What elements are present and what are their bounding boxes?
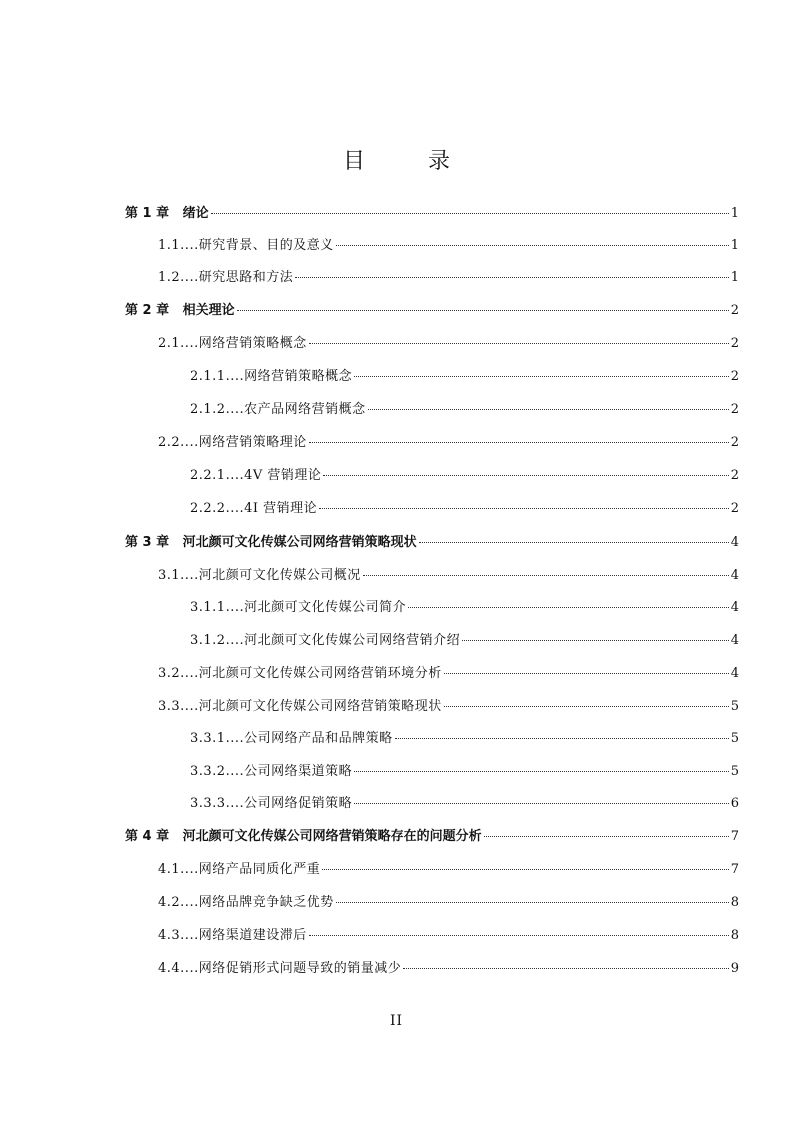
toc-section-entry[interactable] xyxy=(190,760,739,782)
toc-section-entry[interactable] xyxy=(158,695,739,717)
toc-entry-page: 7 xyxy=(730,862,739,877)
dot-leader xyxy=(363,575,729,576)
toc-section-entry[interactable] xyxy=(158,332,739,354)
toc-section-entry[interactable] xyxy=(190,792,739,814)
dot-leader xyxy=(484,836,729,837)
dot-leader xyxy=(319,508,729,509)
dot-leader xyxy=(336,902,729,903)
dot-leader xyxy=(322,869,729,870)
toc-entry-page: 4 xyxy=(730,600,739,615)
toc-entry-page: 4 xyxy=(730,568,739,583)
toc-section-entry[interactable] xyxy=(190,464,739,486)
toc-section-entry[interactable] xyxy=(158,564,739,586)
toc-entry-label: 第 4 章 河北颜可文化传媒公司网络营销策略存在的问题分析 xyxy=(125,829,482,844)
toc-entry-page: 7 xyxy=(730,829,739,844)
dot-leader xyxy=(444,673,729,674)
toc-entry-page: 1 xyxy=(730,238,739,253)
toc-section-entry[interactable] xyxy=(158,891,739,913)
toc-entry-label: 3.3.2....公司网络渠道策略 xyxy=(190,764,353,779)
toc-section-entry[interactable] xyxy=(190,398,739,420)
toc-entry-label: 2.1.2....农产品网络营销概念 xyxy=(190,402,366,417)
dot-leader xyxy=(419,542,729,543)
toc-entry-page: 2 xyxy=(730,501,739,516)
toc-entry-page: 5 xyxy=(730,699,739,714)
dot-leader xyxy=(462,640,729,641)
toc-section-entry[interactable] xyxy=(190,629,739,651)
toc-entry-page: 2 xyxy=(730,369,739,384)
dot-leader xyxy=(354,376,729,377)
toc-entry-page: 9 xyxy=(730,961,739,976)
toc-entry-label: 4.4....网络促销形式问题导致的销量减少 xyxy=(158,961,402,976)
toc-entry-label: 3.3.1....公司网络产品和品牌策略 xyxy=(190,731,393,746)
dot-leader xyxy=(309,935,729,936)
toc-entry-label: 第 1 章 绪论 xyxy=(125,206,209,221)
toc-entry-page: 1 xyxy=(730,270,739,285)
toc-chapter-entry[interactable] xyxy=(125,825,739,847)
toc-entry-page: 2 xyxy=(730,336,739,351)
toc-entry-label: 1.1....研究背景、目的及意义 xyxy=(158,238,334,253)
toc-entry-page: 4 xyxy=(730,633,739,648)
toc-chapter-entry[interactable] xyxy=(125,202,739,224)
toc-entry-page: 8 xyxy=(730,895,739,910)
dot-leader xyxy=(295,277,729,278)
dot-leader xyxy=(354,771,729,772)
toc-section-entry[interactable] xyxy=(158,957,739,979)
toc-entry-page: 5 xyxy=(730,764,739,779)
toc-section-entry[interactable] xyxy=(158,924,739,946)
dot-leader xyxy=(336,245,729,246)
toc-section-entry[interactable] xyxy=(190,365,739,387)
toc-entry-page: 2 xyxy=(730,435,739,450)
toc-entry-page: 2 xyxy=(730,303,739,318)
toc-entry-label: 4.3....网络渠道建设滞后 xyxy=(158,928,307,943)
toc-entry-label: 3.1.1....河北颜可文化传媒公司简介 xyxy=(190,600,407,615)
toc-entry-label: 2.1.1....网络营销策略概念 xyxy=(190,369,353,384)
toc-entry-label: 2.2.2....4I 营销理论 xyxy=(190,501,318,516)
toc-section-entry[interactable] xyxy=(158,266,739,288)
toc-section-entry[interactable] xyxy=(190,727,739,749)
toc-entry-label: 3.2....河北颜可文化传媒公司网络营销环境分析 xyxy=(158,666,442,681)
toc-entry-page: 5 xyxy=(730,731,739,746)
dot-leader xyxy=(237,310,729,311)
dot-leader xyxy=(309,343,729,344)
toc-section-entry[interactable] xyxy=(158,858,739,880)
toc-section-entry[interactable] xyxy=(190,497,739,519)
dot-leader xyxy=(323,475,728,476)
toc-section-entry[interactable] xyxy=(158,662,739,684)
dot-leader xyxy=(408,607,729,608)
toc-entry-label: 4.1....网络产品同质化严重 xyxy=(158,862,321,877)
toc-entry-label: 第 2 章 相关理论 xyxy=(125,303,235,318)
toc-entry-label: 3.1....河北颜可文化传媒公司概况 xyxy=(158,568,361,583)
toc-entry-label: 2.2.1....4V 营销理论 xyxy=(190,468,322,483)
page-number: II xyxy=(389,1013,404,1029)
toc-entry-label: 3.1.2....河北颜可文化传媒公司网络营销介绍 xyxy=(190,633,461,648)
dot-leader xyxy=(368,409,729,410)
dot-leader xyxy=(444,706,729,707)
toc-entry-label: 2.1....网络营销策略概念 xyxy=(158,336,307,351)
toc-entry-label: 第 3 章 河北颜可文化传媒公司网络营销策略现状 xyxy=(125,535,417,550)
toc-entry-label: 3.3....河北颜可文化传媒公司网络营销策略现状 xyxy=(158,699,442,714)
toc-entry-page: 8 xyxy=(730,928,739,943)
dot-leader xyxy=(211,213,729,214)
toc-entry-page: 2 xyxy=(730,468,739,483)
dot-leader xyxy=(395,738,729,739)
dot-leader xyxy=(403,968,729,969)
toc-entry-label: 2.2....网络营销策略理论 xyxy=(158,435,307,450)
toc-entry-page: 4 xyxy=(730,535,739,550)
toc-section-entry[interactable] xyxy=(158,431,739,453)
toc-entry-page: 4 xyxy=(730,666,739,681)
toc-section-entry[interactable] xyxy=(158,234,739,256)
dot-leader xyxy=(354,803,729,804)
toc-entry-label: 4.2....网络品牌竞争缺乏优势 xyxy=(158,895,334,910)
toc-entry-label: 3.3.3....公司网络促销策略 xyxy=(190,796,353,811)
toc-entry-label: 1.2....研究思路和方法 xyxy=(158,270,294,285)
toc-entry-page: 2 xyxy=(730,402,739,417)
toc-title: 目 录 xyxy=(343,149,478,174)
toc-chapter-entry[interactable] xyxy=(125,299,739,321)
toc-chapter-entry[interactable] xyxy=(125,531,739,553)
toc-entry-page: 6 xyxy=(730,796,739,811)
toc-entry-page: 1 xyxy=(730,206,739,221)
dot-leader xyxy=(309,442,729,443)
toc-section-entry[interactable] xyxy=(190,596,739,618)
